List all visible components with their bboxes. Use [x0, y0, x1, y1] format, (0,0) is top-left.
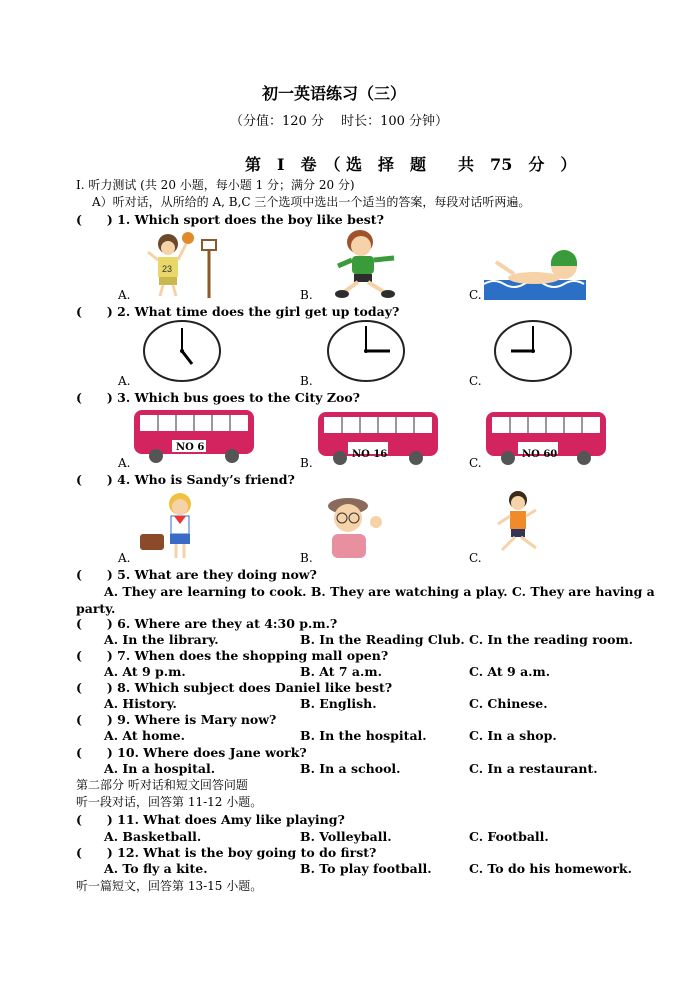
question-4-option-b[interactable]: B. — [300, 551, 313, 565]
question-8-option-a[interactable]: A. History. — [104, 696, 177, 711]
question-7-option-b[interactable]: B. At 7 a.m. — [300, 664, 382, 679]
question-9-option-c[interactable]: C. In a shop. — [469, 728, 557, 743]
question-2-stem: ( ) 2. What time does the girl get up today? — [76, 304, 400, 319]
question-5-options-cont: party. — [76, 601, 116, 616]
question-9-option-b[interactable]: B. In the hospital. — [300, 728, 427, 743]
question-5-stem: ( ) 5. What are they doing now? — [76, 567, 317, 582]
question-10-stem: ( ) 10. Where does Jane work? — [76, 745, 307, 760]
running-girl-image — [488, 490, 550, 562]
section-title: 第 I 卷 （ 选 择 题 共 75 分 ） — [245, 155, 577, 174]
bus-c-label: NO 60 — [522, 449, 558, 460]
question-2-option-b[interactable]: B. — [300, 374, 313, 388]
question-11-option-a[interactable]: A. Basketball. — [104, 829, 202, 844]
question-2-option-c[interactable]: C. — [469, 374, 482, 388]
question-3-option-c[interactable]: C. — [469, 456, 482, 470]
question-9-option-a[interactable]: A. At home. — [104, 728, 185, 743]
swimming-boy-image — [484, 240, 586, 300]
question-1-option-b[interactable]: B. — [300, 288, 313, 302]
question-7-option-a[interactable]: A. At 9 p.m. — [104, 664, 186, 679]
question-7-stem: ( ) 7. When does the shopping mall open? — [76, 648, 389, 663]
question-1-option-a[interactable]: A. — [118, 288, 131, 302]
question-4-option-a[interactable]: A. — [118, 551, 131, 565]
part2-passage-intro: 听一篇短文，回答第 13-15 小题。 — [76, 879, 263, 893]
schoolgirl-image — [134, 490, 214, 562]
question-2-option-a[interactable]: A. — [118, 374, 131, 388]
question-11-option-b[interactable]: B. Volleyball. — [300, 829, 392, 844]
bus-a-image — [132, 408, 256, 466]
question-10-option-a[interactable]: A. In a hospital. — [104, 761, 216, 776]
part1-heading: I. 听力测试 (共 20 小题，每小题 1 分；满分 20 分) — [76, 178, 355, 192]
question-12-option-c[interactable]: C. To do his homework. — [469, 861, 632, 876]
question-12-option-a[interactable]: A. To fly a kite. — [104, 861, 208, 876]
running-boy-image — [328, 228, 408, 300]
question-3-stem: ( ) 3. Which bus goes to the City Zoo? — [76, 390, 360, 405]
question-8-option-b[interactable]: B. English. — [300, 696, 377, 711]
question-11-option-c[interactable]: C. Football. — [469, 829, 549, 844]
svg-text:23: 23 — [162, 264, 173, 274]
question-1-stem: ( ) 1. Which sport does the boy like best? — [76, 212, 384, 227]
clock-b-image — [326, 320, 406, 382]
question-8-option-c[interactable]: C. Chinese. — [469, 696, 548, 711]
question-6-stem: ( ) 6. Where are they at 4:30 p.m.? — [76, 616, 338, 631]
part2-heading: 第二部分 听对话和短文回答问题 — [76, 778, 248, 792]
page-subtitle: （分值：120 分 时长：100 分钟） — [230, 114, 449, 129]
basketball-boy-image — [140, 230, 225, 300]
question-6-option-c[interactable]: C. In the reading room. — [469, 632, 634, 647]
question-8-stem: ( ) 8. Which subject does Daniel like best? — [76, 680, 393, 695]
question-7-option-c[interactable]: C. At 9 a.m. — [469, 664, 551, 679]
page-title: 初一英语练习（三） — [262, 84, 407, 103]
part2-dialog-intro: 听一段对话，回答第 11-12 小题。 — [76, 795, 263, 809]
question-5-options[interactable]: A. They are learning to cook. B. They are watching a play. C. They are having a — [104, 584, 655, 599]
clock-a-image — [142, 320, 222, 382]
question-9-stem: ( ) 9. Where is Mary now? — [76, 712, 277, 727]
question-11-stem: ( ) 11. What does Amy like playing? — [76, 812, 345, 827]
question-10-option-b[interactable]: B. In a school. — [300, 761, 401, 776]
question-6-option-a[interactable]: A. In the library. — [104, 632, 219, 647]
glasses-woman-image — [318, 494, 390, 560]
question-4-option-c[interactable]: C. — [469, 551, 482, 565]
question-3-option-a[interactable]: A. — [118, 456, 131, 470]
question-10-option-c[interactable]: C. In a restaurant. — [469, 761, 598, 776]
question-4-stem: ( ) 4. Who is Sandy’s friend? — [76, 472, 295, 487]
part1-instruction: A）听对话，从所给的 A, B,C 三个选项中选出一个适当的答案，每段对话听两遍。 — [92, 195, 531, 209]
clock-c-image — [493, 320, 573, 382]
question-1-option-c[interactable]: C. — [469, 288, 482, 302]
question-12-option-b[interactable]: B. To play football. — [300, 861, 432, 876]
bus-a-label: NO 6 — [176, 442, 205, 453]
bus-b-label: NO 16 — [352, 449, 388, 460]
question-12-stem: ( ) 12. What is the boy going to do first? — [76, 845, 377, 860]
question-6-option-b[interactable]: B. In the Reading Club. — [300, 632, 465, 647]
question-3-option-b[interactable]: B. — [300, 456, 313, 470]
